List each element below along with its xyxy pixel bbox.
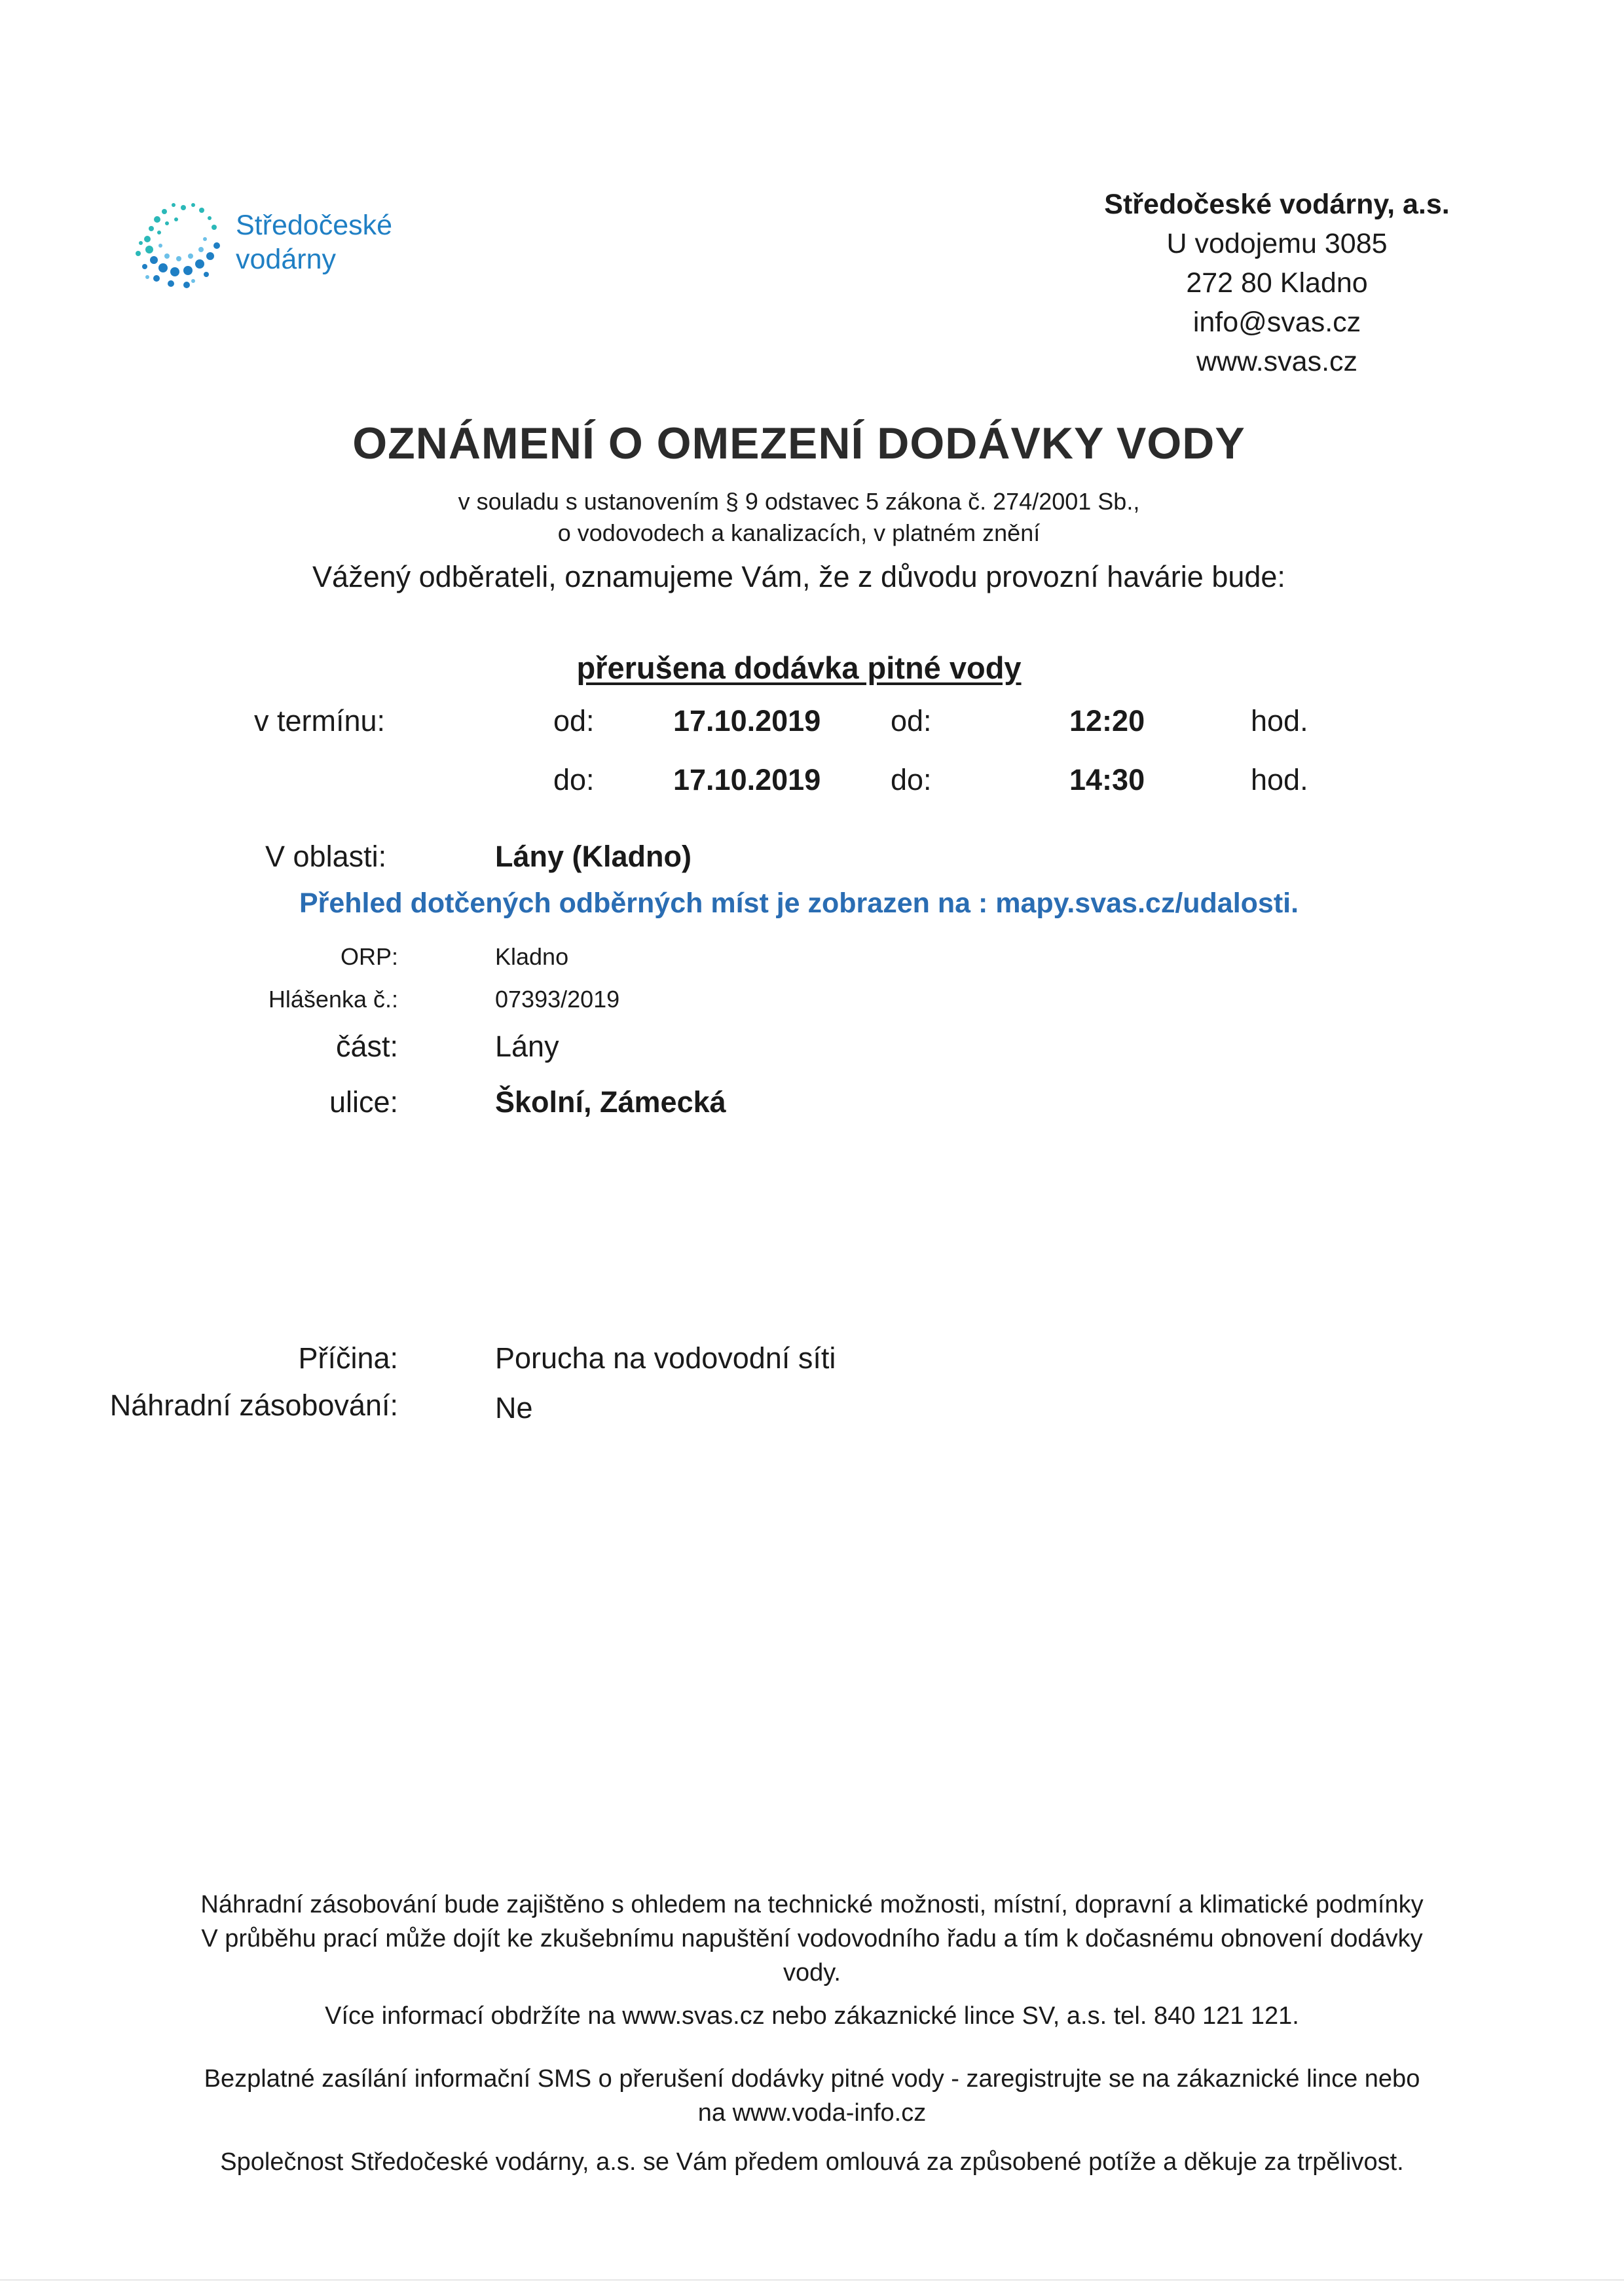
footer-paragraph-4: Společnost Středočeské vodárny, a.s. se Vám předem omlouvá za způsobené potíže a děkuje za trpělivost. bbox=[220, 2148, 1404, 2176]
report-value: 07393/2019 bbox=[495, 986, 620, 1013]
cause-value: Porucha na vodovodní síti bbox=[495, 1341, 836, 1375]
greeting: Vážený odběrateli, oznamujeme Vám, že z důvodu provozní havárie bude: bbox=[312, 560, 1285, 593]
part-value: Lány bbox=[495, 1030, 559, 1063]
term-to-time: 14:30 bbox=[1069, 763, 1145, 796]
orp-label: ORP: bbox=[340, 943, 398, 970]
footer-p1-line3: vody. bbox=[783, 1959, 841, 1987]
term-from-label: od: bbox=[553, 704, 595, 737]
legal-line2: o vodovodech a kanalizacích, v platném znění bbox=[557, 519, 1041, 546]
cause-label: Příčina: bbox=[298, 1341, 398, 1375]
logo-line1: Středočeské bbox=[236, 210, 393, 241]
company-web[interactable]: www.svas.cz bbox=[1196, 346, 1358, 377]
company-address bbox=[1080, 185, 1473, 381]
interruption-heading: přerušena dodávka pitné vody bbox=[576, 650, 1022, 685]
company-email[interactable]: info@svas.cz bbox=[1192, 307, 1361, 338]
term-to-unit: hod. bbox=[1251, 763, 1308, 796]
water-drops-logo-icon bbox=[128, 193, 239, 291]
term-from-time-label: od: bbox=[891, 704, 932, 737]
page-title: OZNÁMENÍ O OMEZENÍ DODÁVKY VODY bbox=[352, 419, 1246, 468]
term-from-date: 17.10.2019 bbox=[673, 704, 821, 737]
company-city: 272 80 Kladno bbox=[1186, 267, 1368, 299]
term-to-label: do: bbox=[553, 763, 595, 796]
page-bottom-edge bbox=[0, 2279, 1624, 2281]
legal-reference bbox=[0, 486, 1598, 549]
term-to-date: 17.10.2019 bbox=[673, 763, 821, 796]
company-street: U vodojemu 3085 bbox=[1166, 228, 1388, 259]
footer-p1-line2: V průběhu prací může dojít ke zkušebnímu napuštění vodovodního řadu a tím k dočasnému obnovení dodávky bbox=[201, 1925, 1423, 1952]
footer-paragraph-3 bbox=[92, 2062, 1532, 2130]
report-label: Hlášenka č.: bbox=[268, 986, 398, 1013]
term-from-unit: hod. bbox=[1251, 704, 1308, 737]
term-to-time-label: do: bbox=[891, 763, 932, 796]
street-value: Školní, Zámecká bbox=[495, 1085, 726, 1119]
affected-places-link[interactable]: Přehled dotčených odběrných míst je zobrazen na : mapy.svas.cz/udalosti. bbox=[299, 887, 1299, 919]
footer-p3-line1: Bezplatné zasílání informační SMS o přerušení dodávky pitné vody - zaregistrujte se na zákaznické lince nebo bbox=[204, 2065, 1420, 2093]
area-label: V oblasti: bbox=[265, 840, 387, 873]
footer-p3-line2: na www.voda-info.cz bbox=[697, 2099, 927, 2127]
logo-line2: vodárny bbox=[236, 244, 336, 275]
term-label: v termínu: bbox=[254, 704, 386, 737]
area-value: Lány (Kladno) bbox=[495, 840, 692, 873]
term-from-time: 12:20 bbox=[1069, 704, 1145, 737]
supply-label: Náhradní zásobování: bbox=[109, 1389, 398, 1422]
logo-wordmark bbox=[236, 208, 392, 276]
part-label: část: bbox=[335, 1030, 398, 1063]
footer-p1-line1: Náhradní zásobování bude zajištěno s ohledem na technické možnosti, místní, dopravní a klimatické podmínky bbox=[200, 1891, 1424, 1918]
supply-value: Ne bbox=[495, 1391, 533, 1425]
orp-value: Kladno bbox=[495, 943, 569, 970]
legal-line1: v souladu s ustanovením § 9 odstavec 5 zákona č. 274/2001 Sb., bbox=[458, 488, 1140, 515]
company-name: Středočeské vodárny, a.s. bbox=[1104, 189, 1450, 220]
footer-paragraph-2: Více informací obdržíte na www.svas.cz nebo zákaznické lince SV, a.s. tel. 840 121 121. bbox=[325, 2002, 1299, 2030]
street-label: ulice: bbox=[329, 1085, 398, 1119]
footer-paragraph-1 bbox=[92, 1888, 1532, 1990]
